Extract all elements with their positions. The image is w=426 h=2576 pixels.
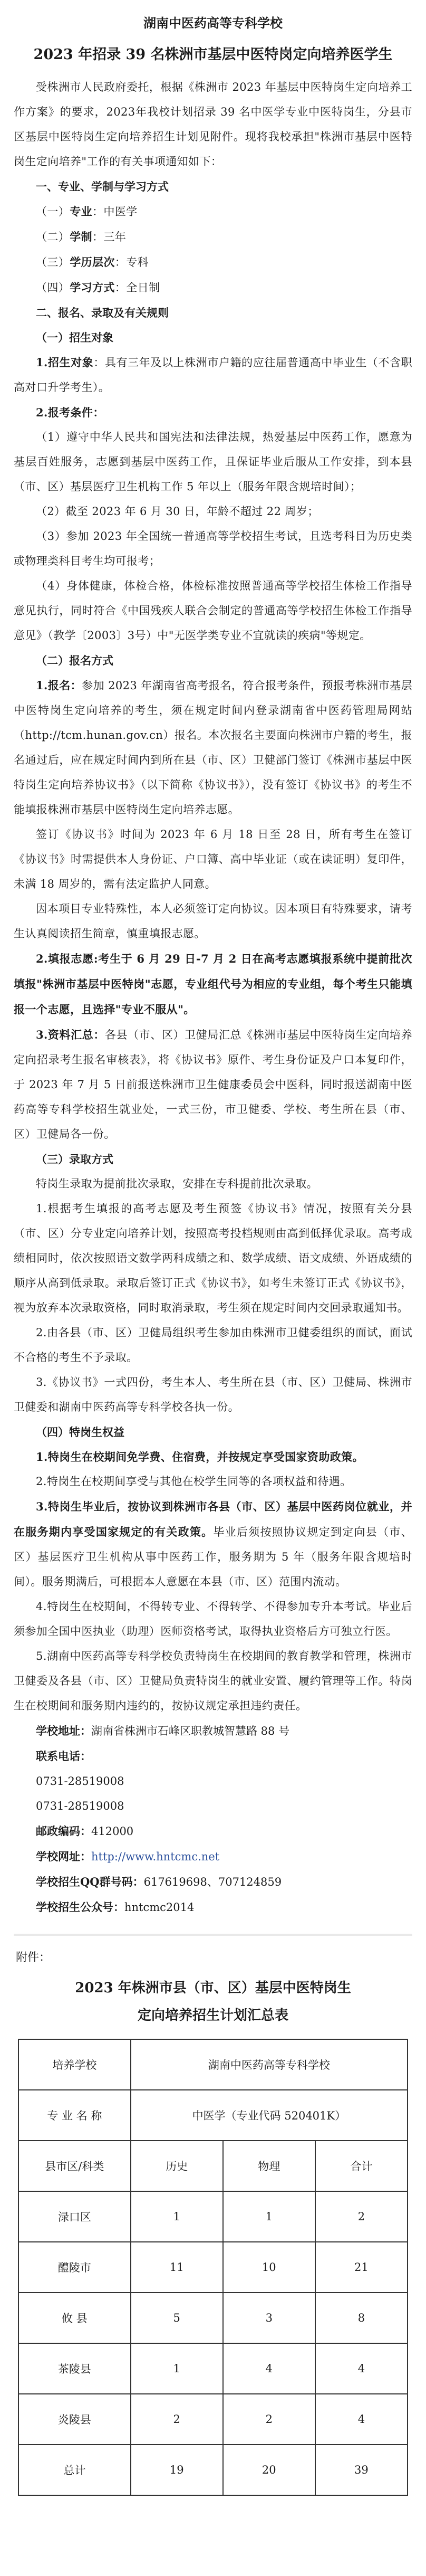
section-heading-major: 一、专业、学制与学习方式 [36,180,169,193]
intro-paragraph: 受株洲市人民政府委托，根据《株洲市 2023 年基层中医特岗生定向培养工作方案》的要求，2023年我校计划招录 39 名中医学专业中医特岗生，分县市区基层中医特岗生定向培养招生计划见附件。现将我校承担"株洲市基层中医特岗生定向培养"工作的有关事项通知如下： [14,81,412,168]
column-header: 历史 [131,2141,223,2191]
conditions-label: 2.报考条件： [36,406,104,419]
section-heading-registration: 二、报名、录取及有关规则 [36,306,169,319]
section-divider [14,1934,412,1936]
physics-cell: 10 [223,2242,315,2293]
total-cell: 4 [315,2343,408,2394]
website-link[interactable]: http://www.hntcmc.net [91,1850,220,1863]
school-value-cell: 湖南中医药高等专科学校 [131,2039,408,2090]
subheading-method: （二）报名方式 [36,654,113,667]
contact-wechat: 学校招生公众号：hntcmc2014 [36,1900,195,1914]
total-cell: 2 [315,2191,408,2242]
history-cell: 11 [131,2242,223,2293]
physics-cell: 2 [223,2394,315,2445]
duration-item: （二）学制：三年 [36,230,127,243]
table-row [18,2242,408,2293]
admission-item: 1.根据考生填报的高考志愿及考生预签《协议书》情况，按照有关分县（市、区）分专业定向培养计划，按照高考投档规则由高到低择优录取。高考成绩相同时，依次按照语文数学两科成绩之和、数学成绩、语文成绩、外语成绩的顺序从高到低录取。录取后签订正式《协议书》，如考生未签订正式《协议书》，视为放弃本次录取资格，同时取消录取，考生须在规定时间内交回录取通知书。 [14,1202,412,1314]
school-label-cell: 培养学校 [18,2039,131,2090]
rights-item: 3.特岗生毕业后，按协议到株洲市各县（市、区）基层中医药岗位就业，并在服务期内享受国家规定的有关政策。毕业后须按照协议规定到定向县（市、区）基层医疗卫生机构从事中医药工作，服务期为 5 年（服务年限含规培时间）。服务期满后，可根据本人意愿在本县（市、区）范围内流动。 [14,1500,412,1588]
admission-intro: 特岗生录取为提前批次录取，安排在专科提前批次录取。 [36,1177,318,1190]
column-header: 物理 [223,2141,315,2191]
table-row [18,2191,408,2242]
total-cell: 4 [315,2394,408,2445]
physics-cell: 20 [223,2445,315,2495]
major-value-cell: 中医学（专业代码 520401K） [131,2090,408,2141]
area-cell: 总计 [18,2445,131,2495]
rights-item: 1.特岗生在校期间免学费、住宿费，并按规定享受国家资助政策。 [36,1450,364,1463]
table-row [18,2039,408,2090]
table-header-row [18,2141,408,2191]
subheading-admission: （三）录取方式 [36,1153,113,1166]
history-cell: 5 [131,2293,223,2343]
history-cell: 19 [131,2445,223,2495]
history-cell: 2 [131,2394,223,2445]
school-name: 湖南中医药高等专科学校 [143,15,283,31]
area-cell: 炎陵县 [18,2394,131,2445]
major-label-cell: 专 业 名 称 [18,2090,131,2141]
annex-title: 2023 年株洲市县（市、区）基层中医特岗生 [75,1980,351,1996]
volunteer-paragraph: 2.填报志愿:考生于 6 月 29 日-7 月 2 日在高考志愿填报系统中提前批次填报"株洲市基层中医特岗"志愿，专业组代号为相应的专业组，每个考生只能填报一个志愿，且选择"专业不服从"。 [14,952,412,1016]
agreement-note-paragraph: 因本项目专业特殊性，本人必须签订定向协议。因本项目有特殊要求，请考生认真阅读招生简章，慎重填报志愿。 [14,902,412,940]
area-cell: 攸 县 [18,2293,131,2343]
contact-postcode: 邮政编码：412000 [36,1824,134,1838]
bottom-spacer [14,2496,412,2517]
rights-item: 5.湖南中医药高等专科学校负责特岗生在校期间的教育教学和管理，株洲市卫健委及各县（市、区）卫健局负责特岗生的就业安置、履约管理等工作。特岗生在校期间和服务期内违约的，按协议规定承担违约责任。 [14,1650,412,1712]
subheading-target: （一）招生对象 [36,331,113,344]
contact-phone-2: 0731-28519008 [36,1800,124,1812]
total-cell: 8 [315,2293,408,2343]
admission-item: 3.《协议书》一式四份，考生本人、考生所在县（市、区）卫健局、株洲市卫健委和湖南中医药高等专科学校各执一份。 [14,1376,412,1413]
annex-label: 附件： [16,1951,51,1964]
level-item: （三）学历层次：专科 [36,255,149,269]
history-cell: 1 [131,2191,223,2242]
rights-item: 2.特岗生在校期间享受与其他在校学生同等的各项权益和待遇。 [36,1475,352,1488]
column-header: 县市区/科类 [18,2141,131,2191]
condition-item: （2）截至 2023 年 6 月 30 日，年龄不超过 22 周岁； [36,505,319,518]
contact-phone-1: 0731-28519008 [36,1775,124,1788]
table-total-row [18,2445,408,2495]
column-header: 合计 [315,2141,408,2191]
agreement-paragraph: 签订《协议书》时间为 2023 年 6 月 18 日至 28 日，所有考生在签订《协议书》时需提供本人身份证、户口簿、高中毕业证（或在读证明）复印件，未满 18 周岁的，需有法定监护人同意。 [14,828,412,890]
data-summary-paragraph: 3.资料汇总：各县（市、区）卫健局汇总《株洲市基层中医特岗生定向培养定向招录考生报名审核表》，将《协议书》原件、考生身份证及户口本复印件，于 2023 年 7 月 5 日前报送株洲市卫生健康委员会中医科，同时报送湖南中医药高等专科学校招生就业处，一式三份，市卫健委、学校、考生所在县（市、区）卫健局各一份。 [14,1028,412,1140]
history-cell: 1 [131,2343,223,2394]
admission-item: 2.由各县（市、区）卫健局组织考生参加由株洲市卫健委组织的面试，面试不合格的考生不予录取。 [14,1326,412,1364]
table-row [18,2293,408,2343]
contact-address: 学校地址：湖南省株洲市石峰区职教城智慧路 88 号 [36,1724,290,1737]
major-item: （一）专业：中医学 [36,205,138,218]
table-row [18,2394,408,2445]
area-cell: 醴陵市 [18,2242,131,2293]
condition-item: （1）遵守中华人民共和国宪法和法律法规，热爱基层中医药工作，愿意为基层百姓服务，志愿到基层中医药工作，且保证毕业后服从工作安排，到本县（市、区）基层医疗卫生机构工作 5 年以上（服务年限含规培时间）； [14,431,412,493]
page-title: 2023 年招录 39 名株洲市基层中医特岗定向培养医学生 [33,46,393,63]
contact-phone: 联系电话： [36,1750,91,1763]
study-mode-item: （四）学习方式：全日制 [36,281,160,294]
total-cell: 39 [315,2445,408,2495]
condition-item: （4）身体健康，体检合格，体检标准按照普通高等学校招生体检工作指导意见执行，同时符合《中国残疾人联合会制定的普通高等学校招生体检工作指导意见》（教学〔2003〕3号）中"无医学类专业不宜就读的疾病"等规定。 [14,579,412,642]
total-cell: 21 [315,2242,408,2293]
rights-item: 4.特岗生在校期间，不得转专业、不得转学、不得参加专升本考试。毕业后须参加全国中医执业（助理）医师资格考试，取得执业资格后方可独立行医。 [14,1600,412,1638]
physics-cell: 3 [223,2293,315,2343]
condition-item: （3）参加 2023 年全国统一普通高等学校招生考试，且选考科目为历史类或物理类科目考生均可报考； [14,530,412,567]
table-row [18,2090,408,2141]
contact-qq: 学校招生QQ群号码：617619698、707124859 [36,1875,282,1888]
enrollment-plan-table [18,2039,408,2496]
area-cell: 茶陵县 [18,2343,131,2394]
annex-subtitle: 定向培养招生计划汇总表 [137,2008,288,2023]
registration-paragraph: 1.报名：参加 2023 年湖南省高考报名，符合报考条件，预报考株洲市基层中医特岗生定向培养的考生，须在规定时间内登录湖南省中医药管理局网站（http://tcm.hunan.gov.cn）报名。本次报名主要面向株洲市户籍的考生，报名通过后，应在规定时间内到所在县（市、区）卫健部门签订《株洲市基层中医特岗生定向培养协议书》（以下简称《协议书》），没有签订《协议书》的考生不能填报株洲市基层中医特岗生定向培养志愿。 [14,679,412,816]
recruit-target-paragraph: 1.招生对象：具有三年及以上株洲市户籍的应往届普通高中毕业生（不含职高对口升学考生）。 [14,356,412,394]
subheading-rights: （四）特岗生权益 [36,1425,124,1439]
contact-website: 学校网址：http://www.hntcmc.net [36,1850,220,1863]
physics-cell: 1 [223,2191,315,2242]
table-row [18,2343,408,2394]
area-cell: 渌口区 [18,2191,131,2242]
physics-cell: 4 [223,2343,315,2394]
